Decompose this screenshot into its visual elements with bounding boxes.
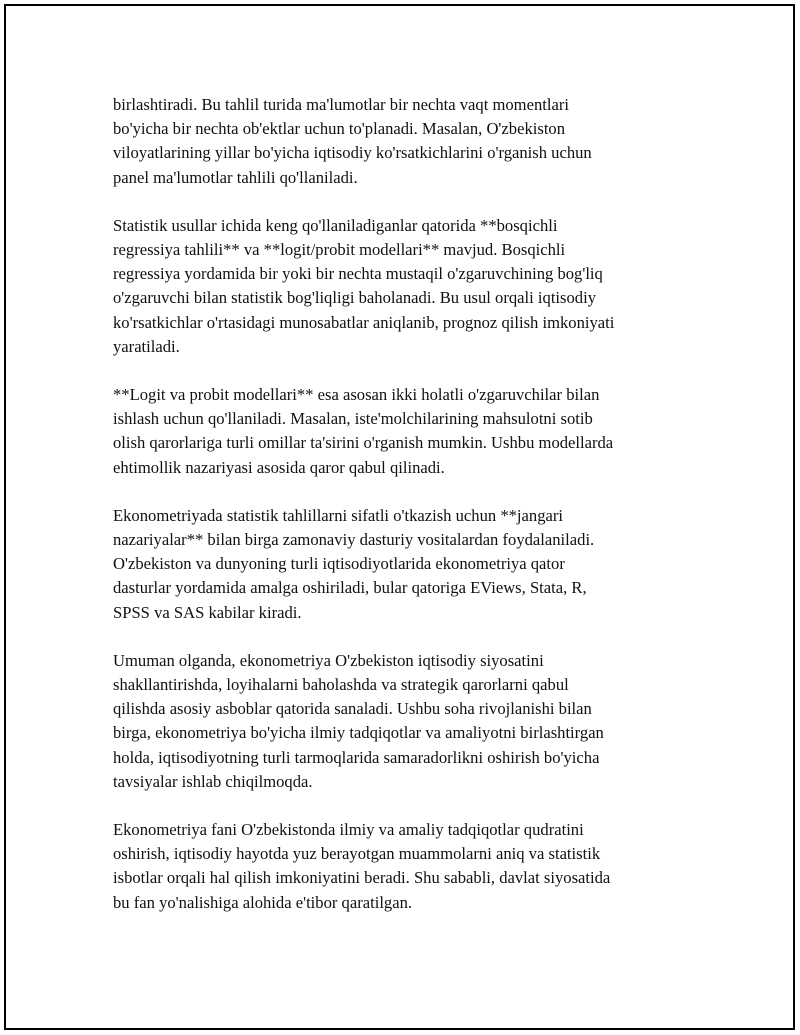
text-line: Ekonometriya fani O'zbekistonda ilmiy va amaliy tadqiqotlar qudratini (113, 820, 584, 840)
text-line: isbotlar orqali hal qilish imkoniyatini beradi. Shu sababli, davlat siyosatida (113, 868, 611, 888)
text-line: bu fan yo'nalishiga alohida e'tibor qaratilgan. (113, 892, 413, 912)
text-line: oshirish, iqtisodiy hayotda yuz berayotgan muammolarni aniq va statistik (113, 844, 601, 864)
paragraph-closing (113, 818, 693, 915)
text-line: ko'rsatkichlar o'rtasidagi munosabatlar aniqlanib, prognoz qilish imkoniyati (113, 312, 615, 332)
text-line: yaratiladi. (113, 336, 180, 356)
text-line: Umuman olganda, ekonometriya O'zbekiston iqtisodiy siyosatini (113, 650, 544, 670)
text-line: ishlash uchun qo'llaniladi. Masalan, iste'molchilarining mahsulotni sotib (113, 409, 593, 429)
paragraph-conclusion (113, 649, 693, 794)
text-line: dasturlar yordamida amalga oshiriladi, bular qatoriga EViews, Stata, R, (113, 578, 587, 598)
paragraph-software-tools (113, 504, 693, 625)
paragraph-statistical-methods (113, 214, 693, 359)
text-line: SPSS va SAS kabilar kiradi. (113, 602, 302, 622)
text-line: shakllantirishda, loyihalarni baholashda va strategik qarorlarni qabul (113, 675, 569, 695)
text-line: birga, ekonometriya bo'yicha ilmiy tadqiqotlar va amaliyotni birlashtirgan (113, 723, 604, 743)
text-line: O'zbekiston va dunyoning turli iqtisodiyotlarida ekonometriya qator (113, 554, 565, 574)
text-line: Ekonometriyada statistik tahlillarni sifatli o'tkazish uchun **jangari (113, 505, 563, 525)
text-line: o'zgaruvchi bilan statistik bog'liqligi baholanadi. Bu usul orqali iqtisodiy (113, 288, 596, 308)
text-line: regressiya tahlili** va **logit/probit modellari** mavjud. Bosqichli (113, 240, 566, 260)
text-line: regressiya yordamida bir yoki bir nechta mustaqil o'zgaruvchining bog'liq (113, 264, 603, 284)
text-line: panel ma'lumotlar tahlili qo'llaniladi. (113, 167, 358, 187)
text-line: birlashtiradi. Bu tahlil turida ma'lumotlar bir nechta vaqt momentlari (113, 95, 569, 114)
text-line: qilishda asosiy asboblar qatorida sanaladi. Ushbu soha rivojlanishi bilan (113, 699, 592, 719)
paragraph-panel-data (113, 93, 693, 190)
text-line: **Logit va probit modellari** esa asosan ikki holatli o'zgaruvchilar bilan (113, 385, 600, 405)
text-line: holda, iqtisodiyotning turli tarmoqlarida samaradorlikni oshirish bo'yicha (113, 747, 600, 767)
text-line: tavsiyalar ishlab chiqilmoqda. (113, 771, 313, 791)
text-line: nazariyalar** bilan birga zamonaviy dasturiy vositalardan foydalaniladi. (113, 530, 595, 550)
paragraph-logit-probit (113, 383, 693, 480)
text-line: viloyatlarining yillar bo'yicha iqtisodiy ko'rsatkichlarini o'rganish uchun (113, 143, 592, 163)
text-line: bo'yicha bir nechta ob'ektlar uchun to'planadi. Masalan, O'zbekiston (113, 119, 566, 139)
document-body (113, 93, 693, 939)
text-line: ehtimollik nazariyasi asosida qaror qabul qilinadi. (113, 457, 445, 477)
text-line: olish qarorlariga turli omillar ta'sirini o'rganish mumkin. Ushbu modellarda (113, 433, 614, 453)
text-line: Statistik usullar ichida keng qo'llaniladiganlar qatorida **bosqichli (113, 215, 558, 235)
